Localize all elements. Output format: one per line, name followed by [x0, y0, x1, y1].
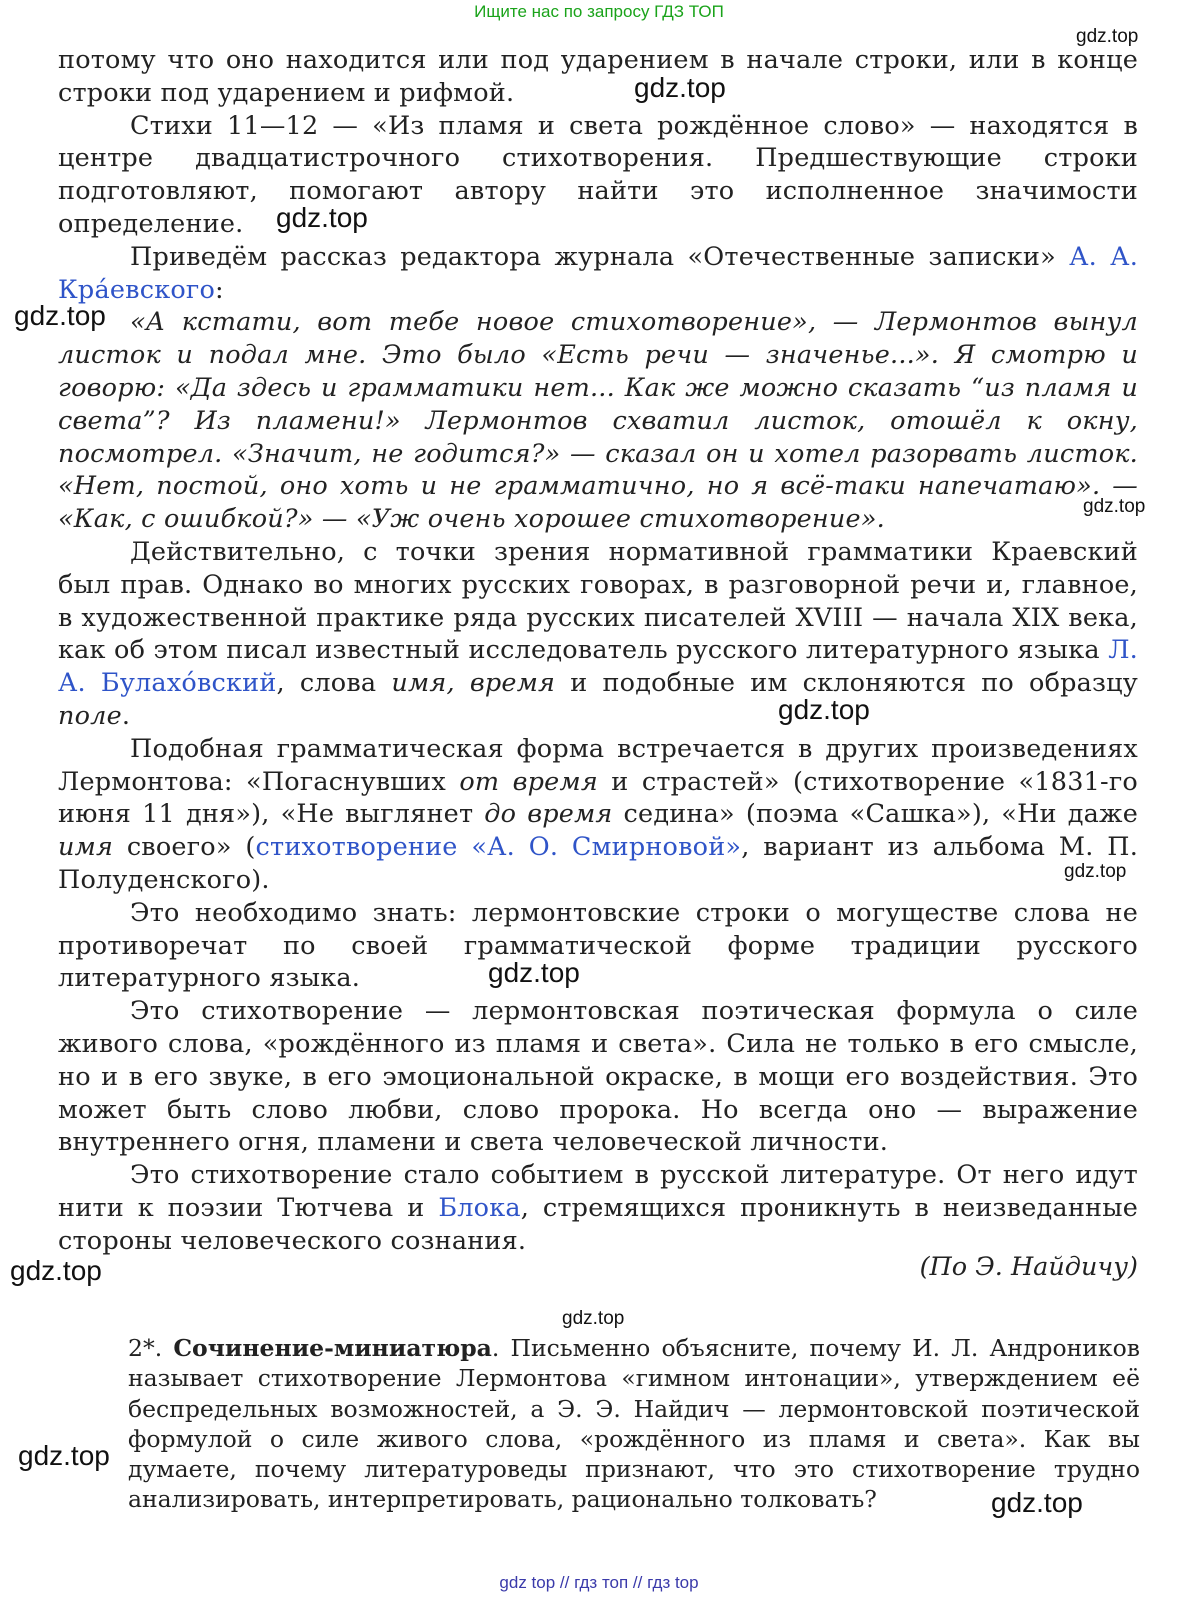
- bottom-banner[interactable]: gdz top // гдз топ // гдз top: [499, 1573, 699, 1592]
- watermark: gdz.top: [488, 957, 580, 988]
- paragraph-8: [58, 1159, 1138, 1257]
- p4-italic-1: имя, время: [391, 668, 556, 699]
- p3-text: Приведём рассказ редактора журнала «Отечественные записки»: [130, 241, 1056, 272]
- quote-paragraph: «А кстати, вот тебе новое стихотворение», — Лермонтов вынул листок и подал мне. Это было «Есть речи — значенье...». Я смотрю и говорю: «Да здесь и грамматики нет... Как же можно сказать “из пламя и света”? Из пламени!» Лермонтов схватил листок, отошёл к окну, посмотрел. «Значит, не годится?» — сказал он и хотел разорвать листок. «Нет, постой, оно хоть и не грамматично, но я всё-таки напечатаю». — «Как, с ошибкой?» — «Уж очень хорошее стихотворение».: [58, 307, 1138, 535]
- paragraph-2: Стихи 11—12 — «Из пламя и света рождённое слово» — находятся в центре двадцатистрочного стихотворения. Предшествующие строки подготовляют, помогают автору найти это исполненное значимости определение.: [58, 110, 1138, 239]
- link-blok[interactable]: Блока: [438, 1192, 521, 1223]
- paragraph-4: [58, 536, 1138, 733]
- p5-italic-1: от время: [459, 766, 598, 797]
- task-number: 2*.: [128, 1334, 174, 1362]
- p5-b: и страстей» (стихотворение «1831-го июня 11 дня»), «Не выглянет: [58, 766, 1138, 830]
- watermark: gdz.top: [14, 300, 106, 331]
- link-kraevsky[interactable]: А. А. Кра́евского: [58, 241, 1138, 305]
- watermark: gdz.top: [1076, 26, 1139, 47]
- p4-b: , слова: [276, 668, 377, 699]
- p5-c: седина» (поэма «Сашка»), «Ни даже: [623, 799, 1139, 830]
- paragraph-3: [58, 241, 1138, 307]
- p4-italic-2: поле: [58, 700, 122, 731]
- p5-italic-3: имя: [58, 832, 114, 863]
- watermark: gdz.top: [991, 1487, 1083, 1518]
- watermark: gdz.top: [10, 1255, 102, 1286]
- watermark: gdz.top: [1064, 861, 1127, 882]
- paragraph-1: потому что оно находится или под ударением в начале строки, или в конце строки под ударением и рифмой.: [58, 45, 1138, 108]
- task-title: Сочинение-миниатюра: [173, 1334, 492, 1362]
- p5-d: своего» (: [126, 832, 256, 863]
- watermark: gdz.top: [276, 202, 368, 233]
- task-text: . Письменно объясните, почему И. Л. Андроников называет стихотворение Лермонтова «гимном интонации», утверждением её беспредельных возможностей, а Э. Э. Найдич — лермонтовской поэтической формулой о силе живого слова, «рождённого из пламя и света». Как вы думаете, почему литературоведы признают, что это стихотворение трудно анализировать, интерпретировать, рационально толковать?: [128, 1334, 1140, 1514]
- p5-e: , вариант из альбома М. П. Полуденского).: [58, 832, 1139, 895]
- task-2: [128, 1333, 1140, 1515]
- p8-b: , стремящихся проникнуть в неизведанные стороны человеческого сознания.: [58, 1192, 1138, 1256]
- top-banner[interactable]: Ищите нас по запросу ГДЗ ТОП: [474, 2, 724, 21]
- p4-d: .: [121, 700, 131, 731]
- watermark: gdz.top: [778, 694, 870, 725]
- paragraph-7: Это стихотворение — лермонтовская поэтическая формула о силе живого слова, «рождённого из пламя и света». Сила не только в его смысле, но и в его звуке, в его эмоциональной окраске, в мощи его воздействия. Это может быть слово любви, слово пророка. Но всегда оно — выражение внутреннего огня, пламени и света человеческой личности.: [58, 996, 1138, 1158]
- p3-end: :: [215, 274, 224, 305]
- p8-a: Это стихотворение стало событием в русской литературе. От него идут нити к поэзии Тютчева и: [58, 1160, 1138, 1223]
- source-attribution: (По Э. Найдичу): [919, 1252, 1138, 1282]
- watermark: gdz.top: [562, 1308, 625, 1329]
- p5-a: Подобная грамматическая форма встречается в других произведениях Лермонтова: «Погаснувших: [58, 733, 1138, 797]
- article-body: [58, 44, 1138, 1257]
- p4-a: Действительно, с точки зрения нормативной грамматики Краевский был прав. Однако во многих русских говорах, в разговорной речи и, главное, в художественной практике ряда русских писателей XVIII — начала XIX века, как об этом писал известный исследователь русского литературного языка: [58, 536, 1138, 666]
- watermark: gdz.top: [1083, 496, 1146, 517]
- p4-c: и подобные им склоняются по образцу: [570, 668, 1138, 699]
- link-smirnova[interactable]: стихотворение «А. О. Смирновой»: [255, 832, 742, 863]
- p5-italic-2: до время: [484, 799, 613, 830]
- paragraph-6: Это необходимо знать: лермонтовские строки о могуществе слова не противоречат по своей грамматической форме традиции русского литературного языка.: [58, 897, 1138, 994]
- watermark: gdz.top: [18, 1440, 110, 1471]
- paragraph-5: [58, 733, 1138, 897]
- link-bulakhovsky[interactable]: Л. А. Булахо́вский: [58, 635, 1138, 699]
- watermark: gdz.top: [634, 72, 726, 103]
